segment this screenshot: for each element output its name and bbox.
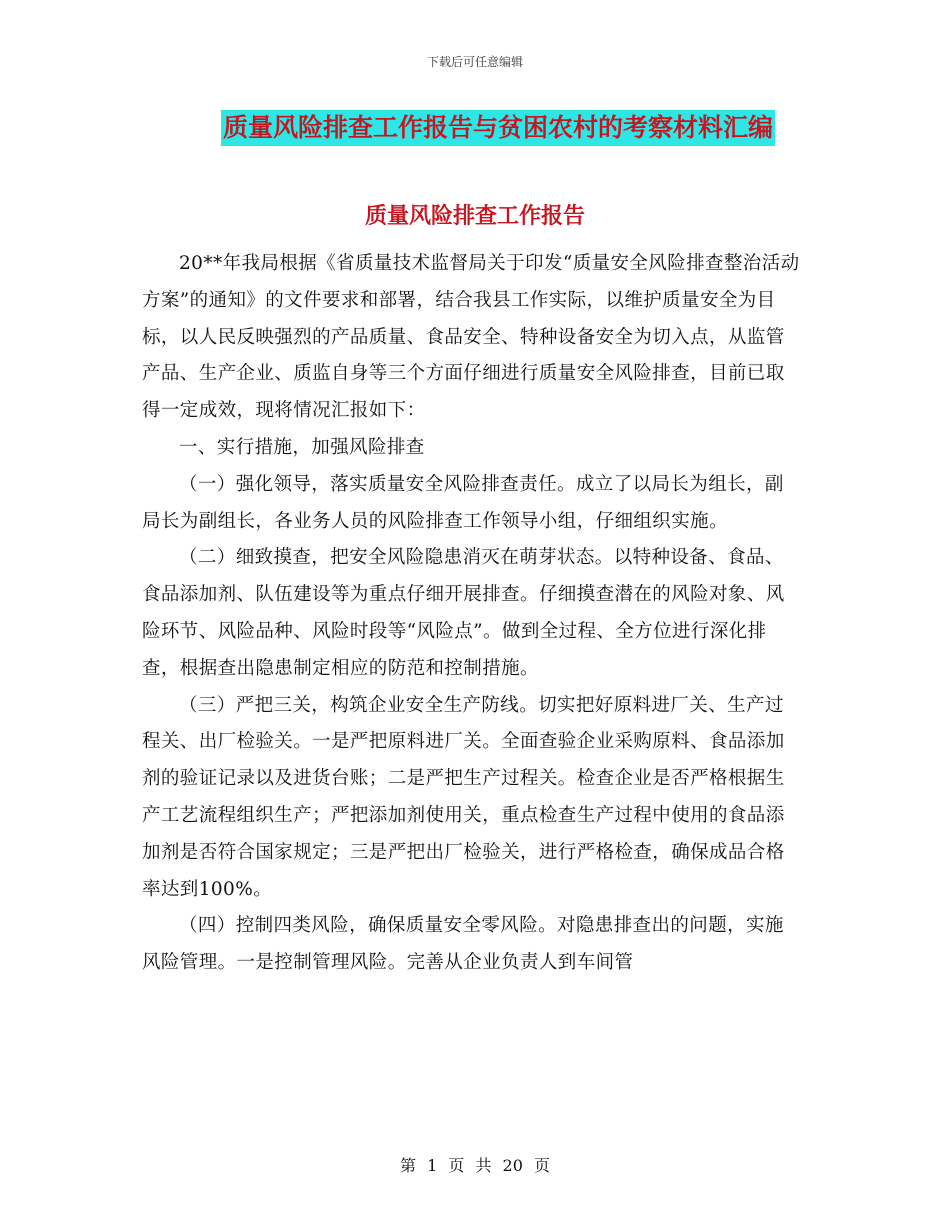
page-footer: 第 1 页 共 20 页	[400, 1156, 550, 1175]
paragraph-item-2: （二）细致摸查，把安全风险隐患消灭在萌芽状态。以特种设备、食品、食品添加剂、队伍建设等为重点仔细开展排查。仔细摸查潜在的风险对象、风险环节、风险品种、风险时段等“风险点”。做到全过程、全方位进行深化排查，根据查出隐患制定相应的防范和控制措施。	[142, 547, 785, 679]
section-title: 质量风险排查工作报告	[364, 204, 585, 229]
paragraph-heading-1: 一、实行措施，加强风险排查	[179, 436, 425, 458]
main-title-container	[0, 110, 950, 146]
header-note: 下载后可任意编辑	[426, 55, 523, 69]
main-title: 质量风险排查工作报告与贫困农村的考察材料汇编	[221, 110, 775, 146]
paragraph-item-3: （三）严把三关，构筑企业安全生产防线。切实把好原料进厂关、生产过程关、出厂检验关。一是严把原料进厂关。全面查验企业采购原料、食品添加剂的验证记录以及进货台账；二是严把生产过程关。检查企业是否严格根据生产工艺流程组织生产；严把添加剂使用关，重点检查生产过程中使用的食品添加剂是否符合国家规定；三是严把出厂检验关，进行严格检查，确保成品合格率达到100%。	[142, 694, 785, 900]
paragraph-item-4: （四）控制四类风险，确保质量安全零风险。对隐患排查出的问题，实施风险管理。一是控制管理风险。完善从企业负责人到车间管	[142, 915, 784, 974]
document-body	[142, 246, 802, 982]
paragraph-item-1: （一）强化领导，落实质量安全风险排查责任。成立了以局长为组长，副局长为副组长，各业务人员的风险排查工作领导小组，仔细组织实施。	[142, 473, 784, 532]
paragraph-intro: 20**年我局根据《省质量技术监督局关于印发“质量安全风险排查整治活动方案”的通知》的文件要求和部署，结合我县工作实际，以维护质量安全为目标，以人民反映强烈的产品质量、食品安全、特种设备安全为切入点，从监管产品、生产企业、质监自身等三个方面仔细进行质量安全风险排查，目前已取得一定成效，现将情况汇报如下：	[142, 253, 800, 422]
